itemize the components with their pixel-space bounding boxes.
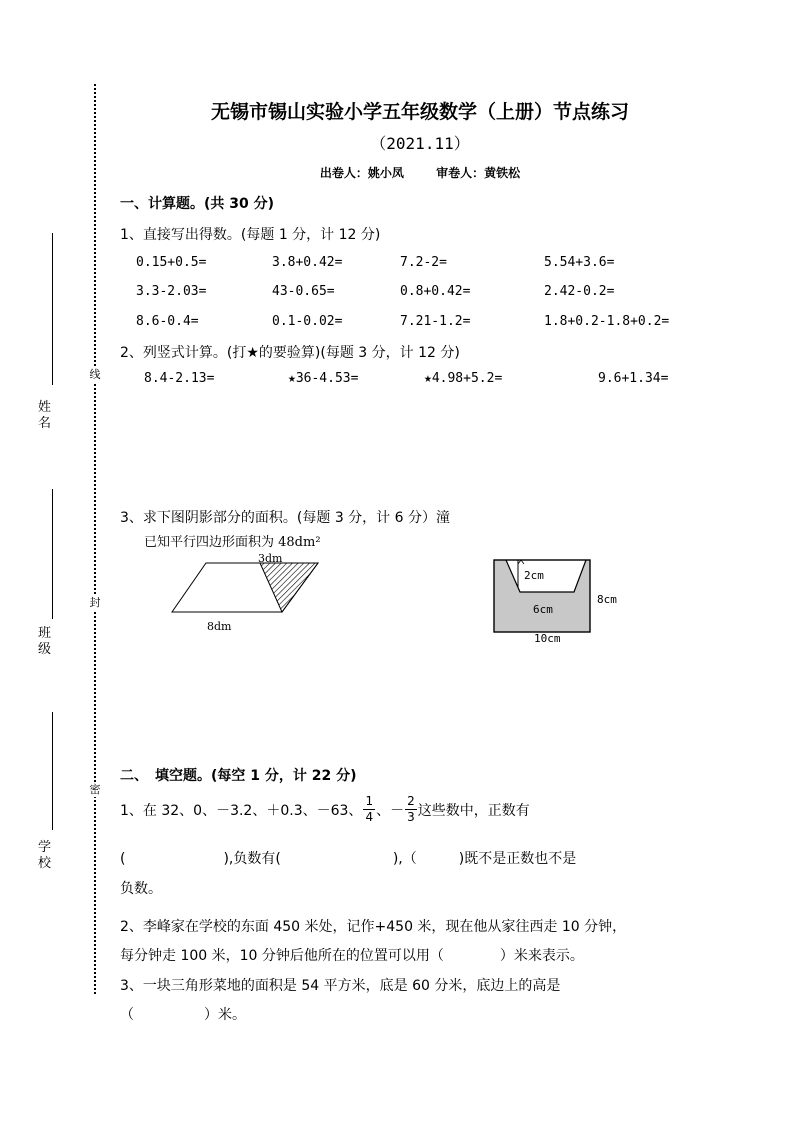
fraction-numerator: 2 [407,794,415,808]
calc-item: 0.1-0.02= [272,314,343,329]
fill-q1-text-b: 这些数中，正数有 [417,802,530,819]
reviewer: 审卷人：黄铁松 [436,166,521,180]
fraction-denominator: 3 [407,810,415,824]
binding-mark-seal: 封 [89,596,101,609]
fig1-top-label: 3dm [258,552,283,565]
calc-item: 3.8+0.42= [272,255,343,270]
name-write-line [52,233,53,385]
calc-item: 0.15+0.5= [136,255,207,270]
section2-heading: 二、 填空题。(每空 1 分，计 22 分) [120,768,357,784]
fraction-numerator: 1 [365,794,374,808]
fraction-denominator: 4 [365,810,374,824]
exam-date: （2021.11） [370,134,470,153]
calc-item: 43-0.65= [272,284,335,299]
fill-q3-line1: 3、一块三角形菜地的面积是 54 平方米，底是 60 分米，底边上的高是 [120,978,561,994]
fill-q1-line1 [120,794,530,825]
binding-mark-line: 线 [89,368,101,381]
school-write-line [52,712,53,830]
fig1-bottom-label: 8dm [207,620,232,633]
fill-q2-line1: 2、李峰家在学校的东面 450 米处，记作+450 米，现在他从家往西走 10 分钟， [120,919,627,935]
fig2-inner-label: 6cm [533,603,553,616]
class-label: 班级 [38,626,52,657]
calc-item: 8.6-0.4= [136,314,199,329]
vertical-calc-item: ★4.98+5.2= [424,371,503,386]
fig2-small-height-label: 2cm [524,569,544,582]
fill-q1-line3: 负数。 [120,881,162,897]
parallelogram-figure [160,548,340,638]
fig1-note: 已知平行四边形面积为 48dm² [144,535,321,550]
vertical-calc-item: ★36-4.53= [288,371,359,386]
binding-dotted-line [94,84,96,994]
fraction-two-thirds [405,794,417,825]
fill-q1-separator: 、－ [376,802,405,819]
calc-item: 5.54+3.6= [544,255,615,270]
q3-prompt: 3、求下图阴影部分的面积。(每题 3 分，计 6 分）潼 [120,510,450,526]
vertical-calc-item: 8.4-2.13= [144,371,215,386]
calc-item: 1.8+0.2-1.8+0.2= [544,314,670,329]
calc-item: 7.2-2= [400,255,447,270]
fig2-height-label: 8cm [597,593,617,606]
fill-q3-line2: （ ）米。 [120,1007,246,1023]
calc-item: 2.42-0.2= [544,284,615,299]
calc-item: 0.8+0.42= [400,284,471,299]
fill-q1-line2: ( ),负数有( ),（ )既不是正数也不是 [120,851,577,867]
page-title: 无锡市锡山实验小学五年级数学（上册）节点练习 [210,101,629,123]
authors-line [120,164,720,181]
calc-item: 3.3-2.03= [136,284,207,299]
rectangle-figure [488,556,598,636]
class-write-line [52,489,53,619]
calc-item: 7.21-1.2= [400,314,471,329]
fraction-one-quarter [363,794,375,825]
vertical-calc-item: 9.6+1.34= [598,371,669,386]
fig2-width-label: 10cm [534,632,561,645]
binding-mark-secret: 密 [89,783,101,796]
q2-prompt: 2、列竖式计算。(打★的要验算)(每题 3 分，计 12 分) [120,345,460,361]
fill-q2-line2: 每分钟走 100 米，10 分钟后他所在的位置可以用（ ）米来表示。 [120,948,584,964]
q1-prompt: 1、直接写出得数。(每题 1 分，计 12 分) [120,227,381,243]
section1-heading: 一、计算题。(共 30 分) [120,196,275,212]
fill-q1-text-a: 1、在 32、0、－3.2、＋0.3、－63、 [120,802,363,819]
school-label: 学校 [38,840,52,871]
author: 出卷人：姚小凤 [319,166,404,180]
name-label: 姓名 [38,400,52,431]
